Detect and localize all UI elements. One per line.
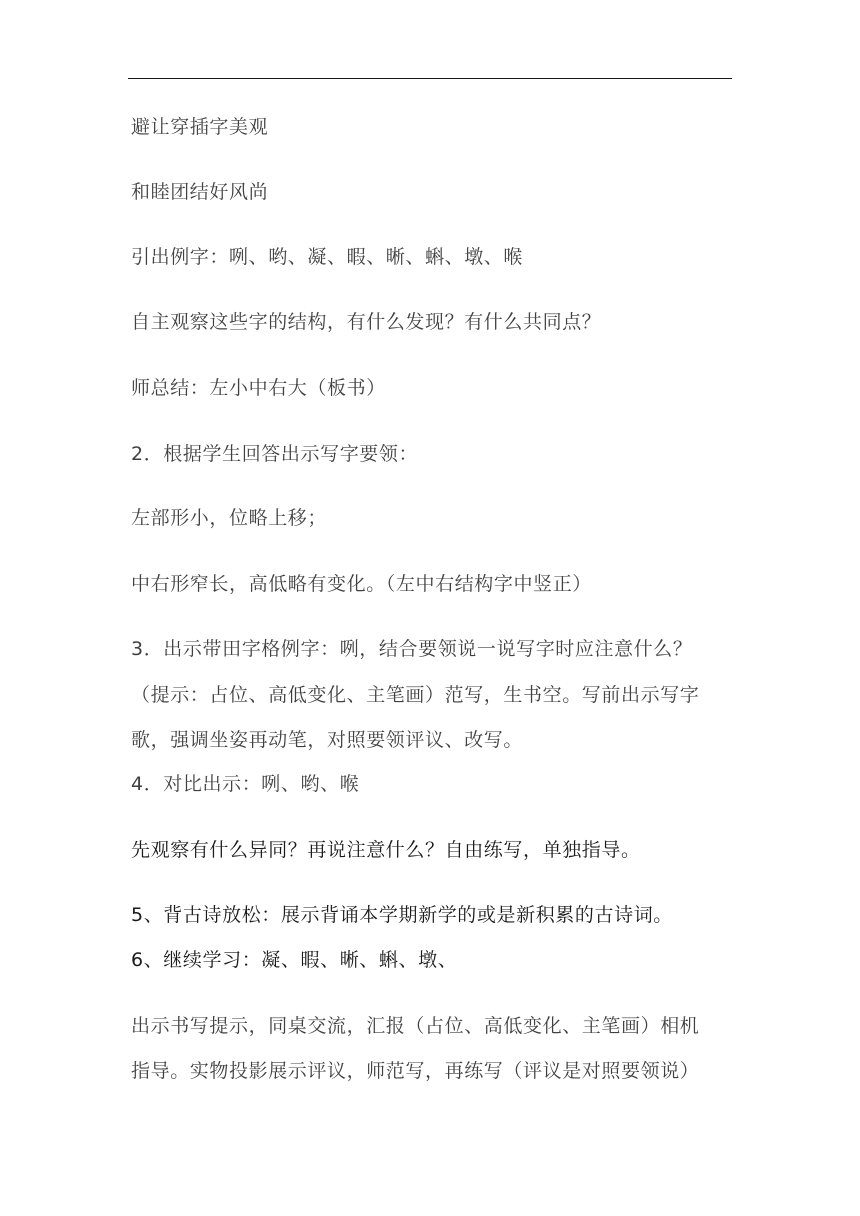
text-line-1: 避让穿插字美观 (131, 116, 269, 138)
text-line-3: 引出例字：咧、哟、凝、暇、晰、蝌、墩、喉 (131, 246, 524, 268)
text-line-6: 2．根据学生回答出示写字要领： (131, 443, 419, 465)
text-line-11: 歌，强调坐姿再动笔，对照要领评议、改写。 (131, 729, 524, 751)
text-line-5: 师总结：左小中右大（板书） (131, 377, 386, 399)
text-line-8: 中右形窄长，高低略有变化。（左中右结构字中竖正） (131, 573, 592, 595)
text-line-2: 和睦团结好风尚 (131, 181, 269, 203)
text-line-10: （提示：占位、高低变化、主笔画）范写，生书空。写前出示写字 (131, 684, 700, 706)
text-line-17: 指导。实物投影展示评议，师范写，再练写（评议是对照要领说） (131, 1060, 700, 1082)
text-line-4: 自主观察这些字的结构，有什么发现？有什么共同点？ (131, 311, 602, 333)
header-rule (128, 78, 732, 79)
text-line-14: 5、背古诗放松：展示背诵本学期新学的或是新积累的古诗词。 (131, 904, 673, 926)
text-line-13: 先观察有什么异同？再说注意什么？自由练写，单独指导。 (131, 839, 641, 861)
text-line-15: 6、继续学习：凝、暇、晰、蝌、墩、 (131, 949, 458, 971)
text-line-16: 出示书写提示，同桌交流，汇报（占位、高低变化、主笔画）相机 (131, 1015, 700, 1037)
text-line-7: 左部形小，位略上移； (131, 507, 328, 529)
text-line-9: 3．出示带田字格例字：咧，结合要领说一说写字时应注意什么？ (131, 638, 693, 660)
text-line-12: 4．对比出示：咧、哟、喉 (131, 773, 360, 795)
